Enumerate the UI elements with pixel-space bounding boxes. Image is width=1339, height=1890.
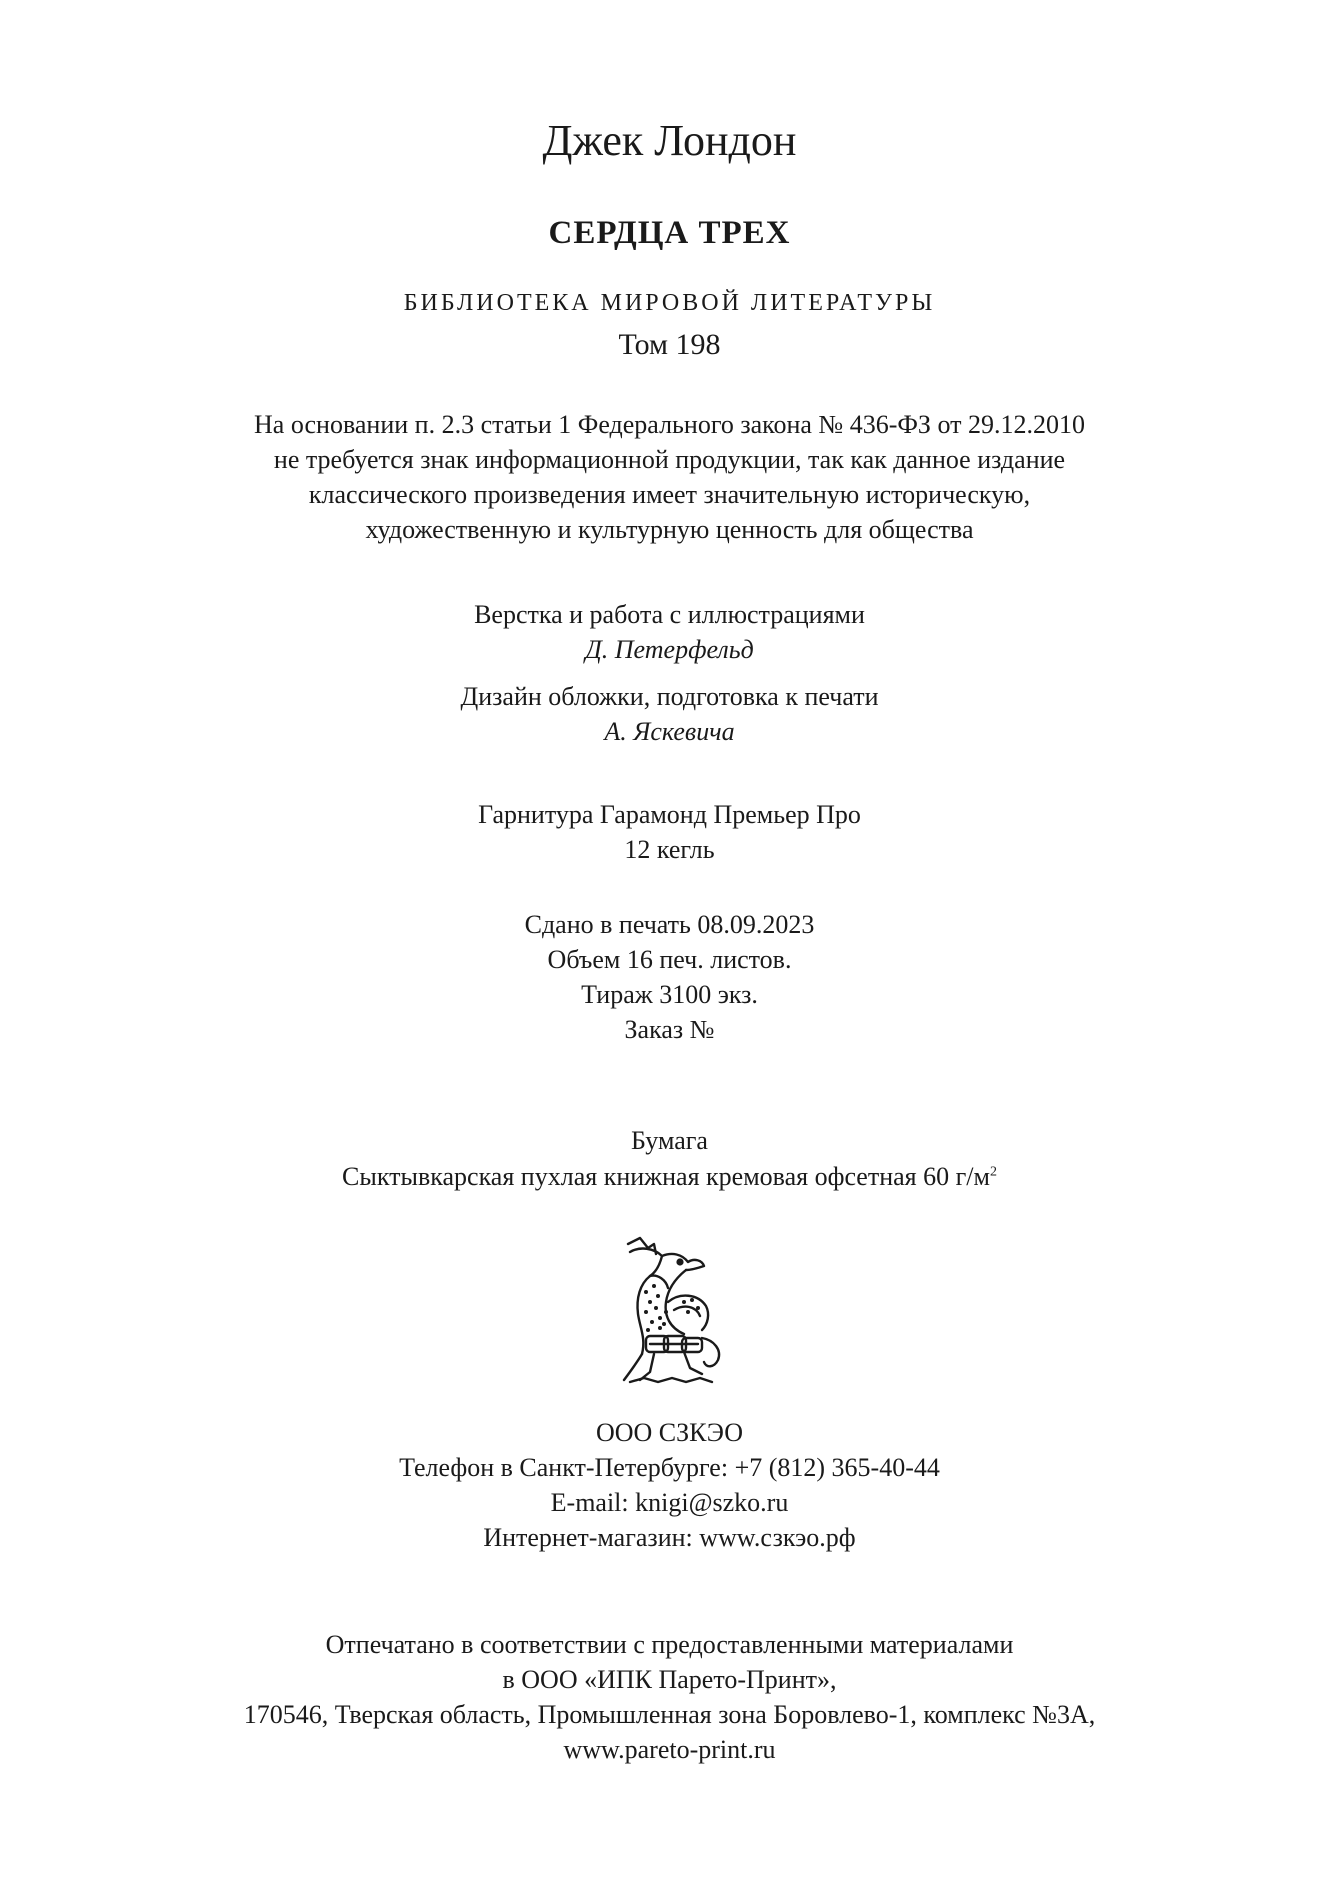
legal-notice-line: На основании п. 2.3 статьи 1 Федерального закона № 436-ФЗ от 29.12.2010 <box>254 410 1085 439</box>
printer-line: в ООО «ИПК Парето-Принт», <box>502 1665 837 1694</box>
layout-credit-name: Д. Петерфельд <box>585 635 754 664</box>
legal-notice-line: не требуется знак информационной продукции, так как данное издание <box>273 445 1066 474</box>
paper-description-text: Сыктывкарская пухлая книжная кремовая офсетная 60 г/м <box>342 1162 990 1191</box>
publisher-phone: Телефон в Санкт-Петербурге: +7 (812) 365-40-44 <box>399 1453 940 1482</box>
submitted-date: Сдано в печать 08.09.2023 <box>524 910 815 939</box>
cover-credit-name: А. Яскевича <box>604 717 735 746</box>
print-run: Тираж 3100 экз. <box>581 980 758 1009</box>
publisher-email: E-mail: knigi@szko.ru <box>550 1488 789 1517</box>
layout-credit-role: Верстка и работа с иллюстрациями <box>474 600 865 629</box>
printer-website: www.pareto-print.ru <box>563 1735 776 1764</box>
typeface-size: 12 кегль <box>624 835 715 864</box>
printer-line: Отпечатано в соответствии с предоставленными материалами <box>325 1630 1014 1659</box>
publisher-name: ООО СЗКЭО <box>595 1418 744 1447</box>
paper-label: Бумага <box>631 1126 708 1155</box>
paper-unit-superscript: 2 <box>989 1164 997 1180</box>
series-name: БИБЛИОТЕКА МИРОВОЙ ЛИТЕРАТУРЫ <box>403 290 936 316</box>
cover-credit-role: Дизайн обложки, подготовка к печати <box>460 682 879 711</box>
volume-number: Том 198 <box>618 328 721 361</box>
print-volume: Объем 16 печ. листов. <box>547 945 792 974</box>
paper-description <box>0 1162 1339 1192</box>
book-title: СЕРДЦА ТРЕХ <box>548 215 791 251</box>
publisher-shop: Интернет-магазин: www.сзкэо.рф <box>483 1523 856 1552</box>
order-number: Заказ № <box>624 1015 715 1044</box>
printer-address: 170546, Тверская область, Промышленная зона Боровлево-1, комплекс №3А, <box>243 1700 1096 1729</box>
typeface-name: Гарнитура Гарамонд Премьер Про <box>478 800 861 829</box>
legal-notice-line: художественную и культурную ценность для общества <box>365 515 974 544</box>
publisher-griffin-logo-icon <box>610 1232 736 1388</box>
legal-notice-line: классического произведения имеет значительную историческую, <box>308 480 1031 509</box>
author-name: Джек Лондон <box>542 116 797 165</box>
